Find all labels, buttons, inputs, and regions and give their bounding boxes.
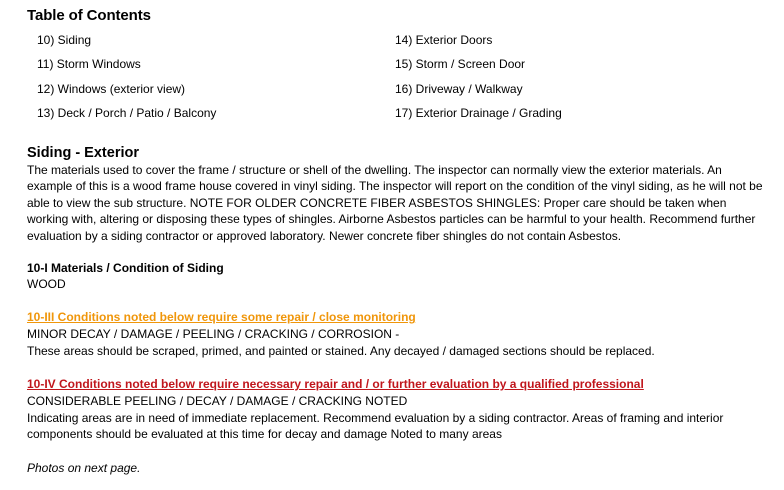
materials-value: WOOD: [27, 277, 66, 291]
materials-heading: 10-I Materials / Condition of Siding: [27, 261, 224, 275]
toc-item-exterior-doors[interactable]: 14) Exterior Doors: [395, 33, 493, 47]
toc-item-driveway[interactable]: 16) Driveway / Walkway: [395, 82, 523, 96]
footer-note: Photos on next page.: [27, 461, 141, 475]
repair-necessary-note: Indicating areas are in need of immediate replacement. Recommend evaluation by a siding contractor. Areas of framing and interior components should be evaluated at this time for decay and damage Noted to many areas: [27, 411, 724, 442]
toc-item-storm-windows[interactable]: 11) Storm Windows: [37, 57, 141, 71]
toc-item-siding[interactable]: 10) Siding: [37, 33, 92, 47]
section-description: The materials used to cover the frame / structure or shell of the dwelling. The inspector can normally view the exterior materials. An example of this is a wood frame house covered in vinyl siding. The inspector will report on the condition of the vinyl siding, as he will not be able to view the sub structure. NOTE FOR OLDER CONCRETE FIBER ASBESTOS SHINGLES: Proper care should be taken when working with, altering or disposing these types of shingles. Airborne Asbestos particles can be harmful to your health. Recommend further evaluation by a siding contractor or approved laboratory. Newer concrete fiber shingles do not contain Asbestos.: [27, 163, 763, 243]
toc-item-deck[interactable]: 13) Deck / Porch / Patio / Balcony: [37, 106, 217, 120]
repair-necessary-heading: 10-IV Conditions noted below require necessary repair and / or further evaluation by a qualified professional: [27, 377, 644, 391]
toc-title: Table of Contents: [27, 7, 151, 24]
toc-item-windows[interactable]: 12) Windows (exterior view): [37, 82, 186, 96]
section-title: Siding - Exterior: [27, 145, 139, 161]
repair-monitor-condition: MINOR DECAY / DAMAGE / PEELING / CRACKING / CORROSION -: [27, 327, 400, 341]
repair-monitor-note: These areas should be scraped, primed, and painted or stained. Any decayed / damaged sections should be replaced.: [27, 344, 655, 358]
toc-item-drainage[interactable]: 17) Exterior Drainage / Grading: [395, 106, 562, 120]
repair-necessary-condition: CONSIDERABLE PEELING / DECAY / DAMAGE / CRACKING NOTED: [27, 394, 408, 408]
repair-monitor-heading: 10-III Conditions noted below require some repair / close monitoring: [27, 310, 416, 324]
toc-item-storm-door[interactable]: 15) Storm / Screen Door: [395, 57, 526, 71]
